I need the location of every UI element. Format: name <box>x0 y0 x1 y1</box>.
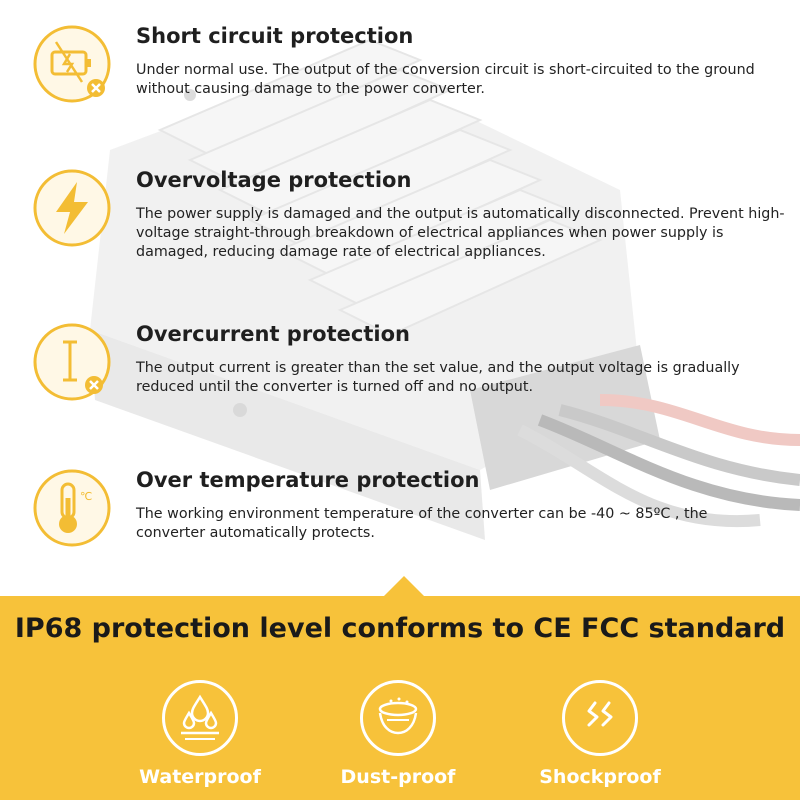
banner-title: IP68 protection level conforms to CE FCC standard <box>14 613 786 644</box>
badge-waterproof <box>139 680 261 788</box>
feature-description: The power supply is damaged and the output is automatically disconnected. Prevent high-voltage straight-through breakdown of electrical appliances when power supply is damaged, reducing damage rate of electrical appliances. <box>136 206 785 260</box>
badge-shockproof <box>539 680 661 788</box>
battery-short-circuit-icon <box>32 24 112 104</box>
feature-description: The output current is greater than the set value, and the output voltage is gradually reduced until the converter is turned off and no output. <box>136 360 740 395</box>
shock-waves-icon <box>562 680 638 756</box>
feature-title: Overcurrent protection <box>136 322 410 346</box>
water-drops-icon <box>162 680 238 756</box>
dust-bowl-icon <box>360 680 436 756</box>
current-limit-icon <box>32 322 112 402</box>
badge-label: Shockproof <box>539 766 661 788</box>
feature-description: The working environment temperature of the converter can be -40 ~ 85ºC , the converter automatically protects. <box>136 506 708 541</box>
badge-dust-proof <box>340 680 456 788</box>
celsius-unit-label: ℃ <box>80 490 93 503</box>
feature-title: Overvoltage protection <box>136 168 412 192</box>
feature-title: Short circuit protection <box>136 24 414 48</box>
thermometer-icon <box>32 468 112 548</box>
badge-label: Dust-proof <box>340 766 456 788</box>
feature-title: Over temperature protection <box>136 468 480 492</box>
badge-label: Waterproof <box>139 766 261 788</box>
lightning-bolt-icon <box>32 168 112 248</box>
banner-notch <box>383 576 425 597</box>
feature-description: Under normal use. The output of the conversion circuit is short-circuited to the ground without causing damage to the power converter. <box>136 62 755 97</box>
